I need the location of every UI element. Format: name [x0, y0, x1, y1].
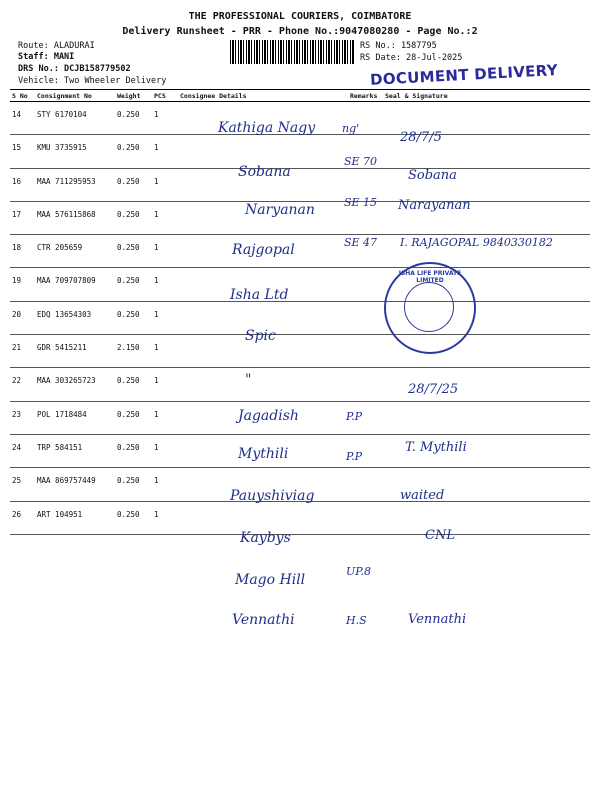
row-pcs: 1 — [152, 401, 178, 434]
row-sno: 15 — [10, 135, 35, 168]
handwritten-consignee: Mago Hill — [235, 572, 306, 588]
table-row — [10, 268, 590, 301]
handwritten-remarks: SE 15 — [344, 196, 378, 209]
col-remarks: Remarks — [348, 90, 383, 102]
col-pcs: PCS — [152, 90, 178, 102]
row-sno: 26 — [10, 501, 35, 534]
row-sno: 20 — [10, 301, 35, 334]
handwritten-remarks: P.P — [346, 410, 363, 423]
row-weight: 0.250 — [115, 135, 152, 168]
rs-date: RS Date: 28-Jul-2025 — [360, 53, 463, 63]
vehicle-label: Vehicle: Two Wheeler Delivery — [18, 76, 167, 86]
handwritten-remarks: SE 47 — [344, 236, 378, 249]
row-remarks-cell — [348, 335, 383, 368]
row-sno: 16 — [10, 168, 35, 201]
row-consignment: MAA 303265723 — [35, 368, 115, 401]
handwritten-remarks: ng' — [342, 122, 360, 135]
handwritten-consignee: Jagadish — [238, 408, 299, 424]
row-weight: 0.250 — [115, 301, 152, 334]
row-pcs: 1 — [152, 168, 178, 201]
row-pcs: 1 — [152, 368, 178, 401]
handwritten-signature: I. RAJAGOPAL 9840330182 — [400, 236, 553, 249]
table-row — [10, 434, 590, 467]
col-weight: Weight — [115, 90, 152, 102]
row-pcs: 1 — [152, 201, 178, 234]
row-signature-cell — [383, 401, 590, 434]
row-sno: 22 — [10, 368, 35, 401]
runsheet-table — [10, 89, 590, 535]
handwritten-remarks: P.P — [346, 450, 363, 463]
row-pcs: 1 — [152, 235, 178, 268]
row-weight: 0.250 — [115, 235, 152, 268]
handwritten-consignee: Vennathi — [232, 612, 295, 628]
row-weight: 0.250 — [115, 468, 152, 501]
row-weight: 0.250 — [115, 401, 152, 434]
row-pcs: 1 — [152, 501, 178, 534]
handwritten-remarks: SE 70 — [344, 155, 378, 168]
row-consignment: STY 6170104 — [35, 102, 115, 135]
col-signature: Seal & Signature — [383, 90, 590, 102]
row-sno: 23 — [10, 401, 35, 434]
table-row — [10, 335, 590, 368]
table-row — [10, 401, 590, 434]
row-signature-cell — [383, 501, 590, 534]
row-consignee-cell — [178, 368, 348, 401]
handwritten-consignee: Spic — [245, 328, 276, 344]
handwritten-signature: waited — [400, 488, 445, 503]
row-remarks-cell — [348, 301, 383, 334]
handwritten-signature: CNL — [425, 528, 455, 543]
row-sno: 17 — [10, 201, 35, 234]
table-row — [10, 501, 590, 534]
company-title: THE PROFESSIONAL COURIERS, COIMBATORE — [188, 11, 412, 22]
handwritten-consignee: Kaybys — [240, 530, 291, 546]
row-weight: 0.250 — [115, 102, 152, 135]
staff-label: Staff: MANI — [18, 52, 75, 62]
route-label: Route: ALADURAI — [18, 41, 95, 51]
row-weight: 0.250 — [115, 168, 152, 201]
handwritten-remarks: H.S — [346, 614, 367, 627]
row-consignment: GDR 5415211 — [35, 335, 115, 368]
row-consignment: MAA 709707809 — [35, 268, 115, 301]
row-pcs: 1 — [152, 434, 178, 467]
row-consignment: KMU 3735915 — [35, 135, 115, 168]
handwritten-consignee: Isha Ltd — [230, 287, 289, 303]
row-consignment: POL 1718484 — [35, 401, 115, 434]
row-pcs: 1 — [152, 468, 178, 501]
seal-text: ISHA LIFE PRIVATE LIMITED — [398, 270, 462, 284]
row-pcs: 1 — [152, 335, 178, 368]
table-row — [10, 301, 590, 334]
handwritten-signature: Vennathi — [408, 612, 467, 627]
handwritten-signature: Narayanan — [398, 198, 471, 213]
row-consignment: MAA 576115868 — [35, 201, 115, 234]
row-remarks-cell — [348, 501, 383, 534]
table-row — [10, 135, 590, 168]
row-weight: 0.250 — [115, 434, 152, 467]
handwritten-signature: T. Mythili — [405, 440, 467, 455]
row-remarks-cell — [348, 368, 383, 401]
rs-number: RS No.: 1587795 — [360, 41, 437, 51]
row-weight: 2.150 — [115, 335, 152, 368]
table-row — [10, 368, 590, 401]
runsheet-subtitle: Delivery Runsheet - PRR - Phone No.:9047080280 - Page No.:2 — [122, 26, 478, 37]
document-delivery-stamp: DOCUMENT DELIVERY — [369, 61, 559, 89]
row-pcs: 1 — [152, 102, 178, 135]
row-sno: 18 — [10, 235, 35, 268]
col-consignment: Consignment No — [35, 90, 115, 102]
row-remarks-cell — [348, 268, 383, 301]
row-pcs: 1 — [152, 135, 178, 168]
row-sno: 24 — [10, 434, 35, 467]
row-consignment: CTR 205659 — [35, 235, 115, 268]
row-pcs: 1 — [152, 268, 178, 301]
row-remarks-cell — [348, 468, 383, 501]
row-consignment: MAA 869757449 — [35, 468, 115, 501]
handwritten-consignee: Kathiga Nagy — [218, 120, 316, 136]
handwritten-signature: Sobana — [408, 168, 457, 183]
row-sno: 21 — [10, 335, 35, 368]
row-sno: 19 — [10, 268, 35, 301]
row-consignment: EDQ 13654303 — [35, 301, 115, 334]
drs-label: DRS No.: DCJB158779502 — [18, 64, 131, 74]
row-consignment: TRP 584151 — [35, 434, 115, 467]
row-consignment: MAA 711295953 — [35, 168, 115, 201]
handwritten-signature: 28/7/25 — [408, 382, 459, 397]
handwritten-consignee: Rajgopal — [232, 242, 295, 258]
handwritten-consignee: Sobana — [238, 164, 291, 180]
row-consignment: ART 104951 — [35, 501, 115, 534]
row-weight: 0.250 — [115, 368, 152, 401]
handwritten-consignee: Naryanan — [245, 202, 315, 218]
row-weight: 0.250 — [115, 201, 152, 234]
table-header-row — [10, 90, 590, 102]
row-weight: 0.250 — [115, 501, 152, 534]
row-weight: 0.250 — [115, 268, 152, 301]
row-sno: 14 — [10, 102, 35, 135]
handwritten-remarks: UP.8 — [346, 565, 371, 578]
col-consignee: Consignee Details — [178, 90, 348, 102]
table-row — [10, 168, 590, 201]
row-pcs: 1 — [152, 301, 178, 334]
handwritten-consignee: Pauyshiviag — [230, 488, 315, 504]
handwritten-signature: 28/7/5 — [400, 130, 442, 145]
handwritten-consignee: " — [245, 372, 252, 388]
barcode — [230, 40, 355, 64]
company-seal — [384, 262, 476, 354]
col-sno: S No — [10, 90, 35, 102]
handwritten-consignee: Mythili — [238, 446, 289, 462]
row-sno: 25 — [10, 468, 35, 501]
